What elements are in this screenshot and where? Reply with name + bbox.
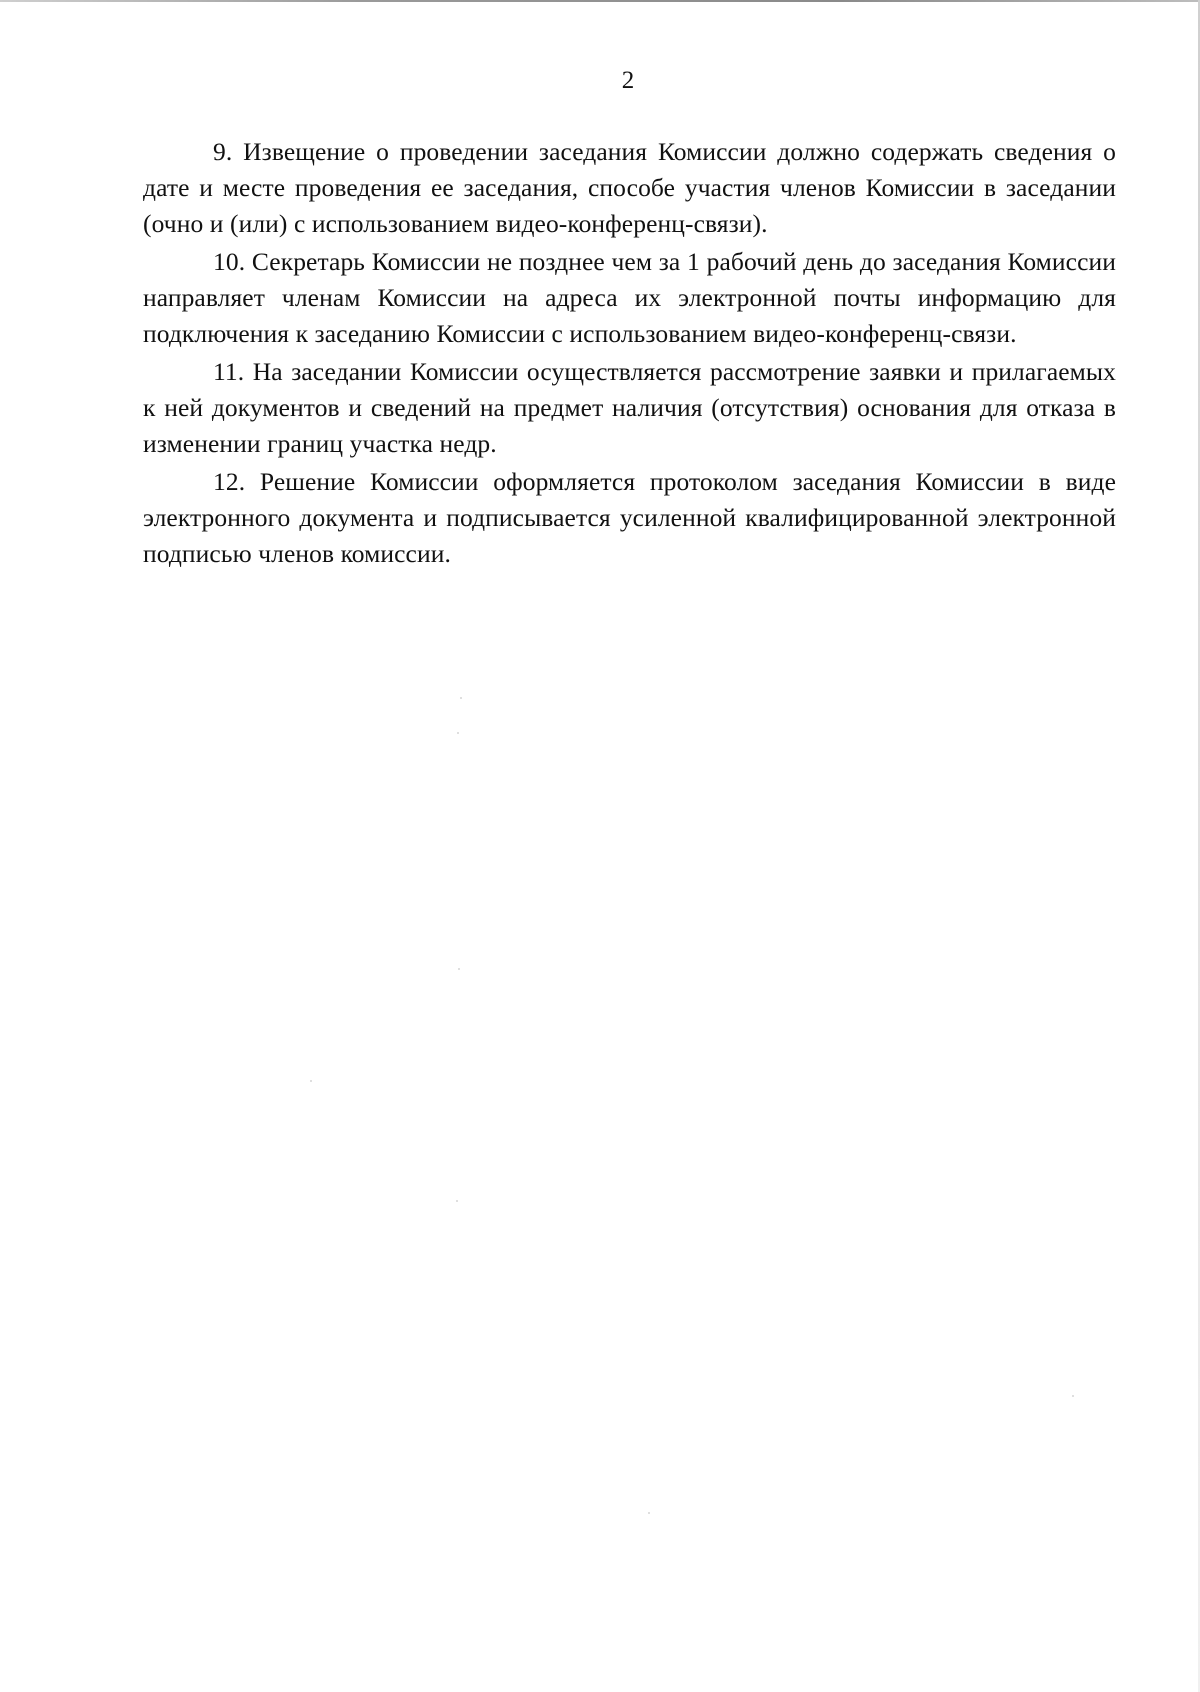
paragraph-11: 11. На заседании Комиссии осуществляется рассмотрение заявки и прилагаемых к ней документов и сведений на предмет наличия (отсутствия) основания для отказа в изменении границ участка недр. (143, 357, 1116, 458)
scan-speck (648, 1512, 650, 1514)
scan-speck (460, 697, 462, 699)
scan-speck (458, 968, 460, 970)
paragraph-12: 12. Решение Комиссии оформляется протоколом заседания Комиссии в виде электронного документа и подписывается усиленной квалифицированной электронной подписью членов комиссии. (143, 467, 1116, 568)
scan-speck (1072, 1395, 1074, 1397)
scan-speck (457, 732, 459, 734)
scan-speck (456, 1200, 458, 1202)
scan-speck (310, 1080, 312, 1082)
page-number: 2 (621, 67, 635, 94)
paragraph-10: 10. Секретарь Комиссии не позднее чем за 1 рабочий день до заседания Комиссии направляет членам Комиссии на адреса их электронной почты информацию для подключения к заседанию Комиссии с использованием видео-конференц-связи. (143, 247, 1116, 348)
paragraph-9: 9. Извещение о проведении заседания Комиссии должно содержать сведения о дате и месте проведения ее заседания, способе участия членов Комиссии в заседании (очно и (или) с использованием видео-конференц-связи). (143, 137, 1116, 238)
scan-edge-top (0, 0, 1200, 2)
document-body (143, 134, 1116, 574)
